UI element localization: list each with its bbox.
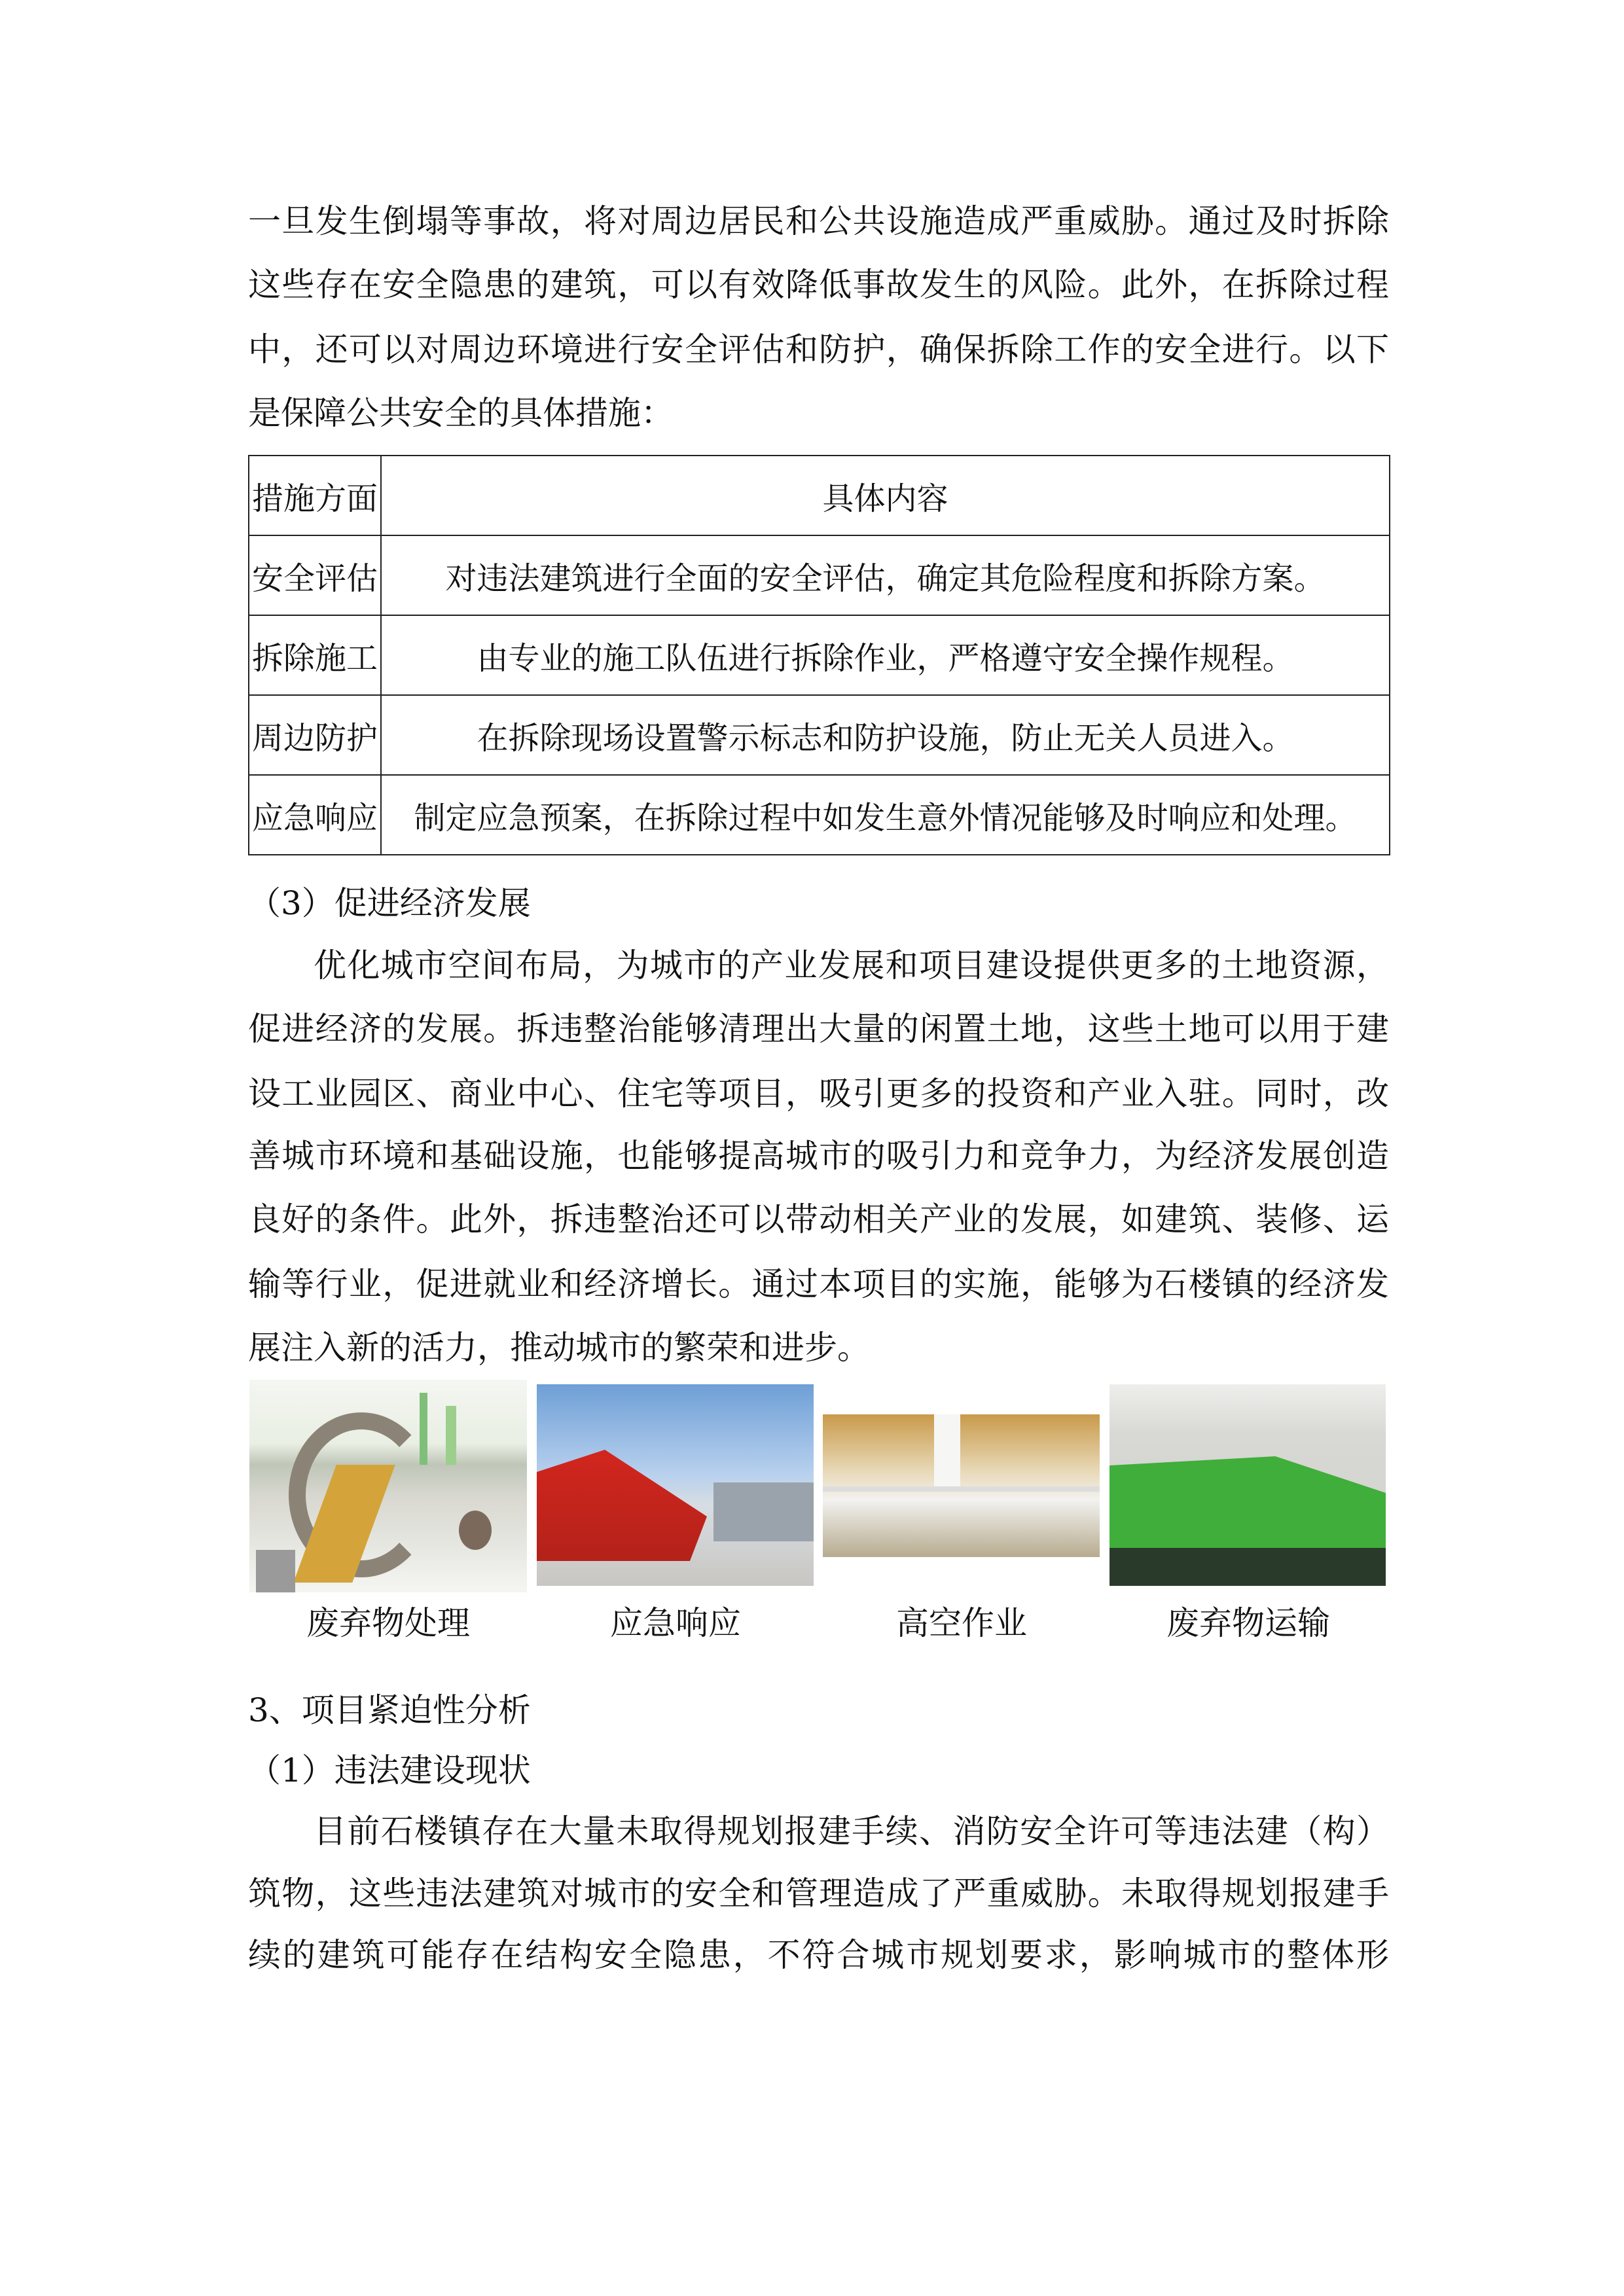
text-line: 输等行业，促进就业和经济增长。通过本项目的实施，能够为石楼镇的经济发 [248, 1265, 1389, 1303]
safety-measures-table [248, 455, 1390, 855]
measure-cell: 应急响应 [249, 775, 381, 855]
table-row [249, 775, 1390, 855]
chapter-heading: 3、项目紧迫性分析 [248, 1691, 531, 1729]
table-row [249, 615, 1390, 695]
table-header-row [249, 456, 1390, 535]
measure-cell: 拆除施工 [249, 615, 381, 695]
figure-high-altitude-work-image [823, 1414, 1100, 1557]
text-line: 这些存在安全隐患的建筑，可以有效降低事故发生的风险。此外，在拆除过程 [248, 266, 1389, 304]
text-line: 筑物，这些违法建筑对城市的安全和管理造成了严重威胁。未取得规划报建手 [248, 1874, 1389, 1912]
figure-waste-transport-image [1110, 1384, 1386, 1586]
figure-caption: 应急响应 [610, 1604, 741, 1642]
table-row [249, 695, 1390, 775]
text-line: 目前石楼镇存在大量未取得规划报建手续、消防安全许可等违法建（构） [314, 1812, 1389, 1850]
figure-waste-processing-image [249, 1380, 527, 1592]
content-cell: 在拆除现场设置警示标志和防护设施，防止无关人员进入。 [381, 695, 1390, 775]
section-heading: （3）促进经济发展 [248, 884, 531, 922]
figure-emergency-response-image [537, 1384, 814, 1586]
text-line: 促进经济的发展。拆违整治能够清理出大量的闲置土地，这些土地可以用于建 [248, 1010, 1389, 1048]
figure-caption: 高空作业 [896, 1604, 1027, 1642]
measure-cell: 安全评估 [249, 535, 381, 615]
text-line: 设工业园区、商业中心、住宅等项目，吸引更多的投资和产业入驻。同时，改 [248, 1075, 1389, 1113]
text-line: 是保障公共安全的具体措施： [248, 394, 674, 432]
text-line: 一旦发生倒塌等事故，将对周边居民和公共设施造成严重威胁。通过及时拆除 [248, 202, 1389, 240]
text-line: 优化城市空间布局，为城市的产业发展和项目建设提供更多的土地资源， [314, 946, 1389, 984]
header-cell: 具体内容 [381, 456, 1390, 535]
text-line: 善城市环境和基础设施，也能够提高城市的吸引力和竞争力，为经济发展创造 [248, 1137, 1389, 1175]
text-line: 展注入新的活力，推动城市的繁荣和进步。 [248, 1329, 870, 1367]
content-cell: 由专业的施工队伍进行拆除作业，严格遵守安全操作规程。 [381, 615, 1390, 695]
table-row [249, 535, 1390, 615]
sub-heading: （1）违法建设现状 [248, 1751, 531, 1789]
content-cell: 制定应急预案，在拆除过程中如发生意外情况能够及时响应和处理。 [381, 775, 1390, 855]
content-cell: 对违法建筑进行全面的安全评估，确定其危险程度和拆除方案。 [381, 535, 1390, 615]
measure-cell: 周边防护 [249, 695, 381, 775]
header-cell: 措施方面 [249, 456, 381, 535]
text-line: 中，还可以对周边环境进行安全评估和防护，确保拆除工作的安全进行。以下 [248, 331, 1389, 368]
text-line: 续的建筑可能存在结构安全隐患，不符合城市规划要求，影响城市的整体形 [248, 1936, 1389, 1974]
figure-caption: 废弃物处理 [306, 1604, 470, 1642]
text-line: 良好的条件。此外，拆违整治还可以带动相关产业的发展，如建筑、装修、运 [248, 1200, 1389, 1238]
figure-caption: 废弃物运输 [1166, 1604, 1330, 1642]
